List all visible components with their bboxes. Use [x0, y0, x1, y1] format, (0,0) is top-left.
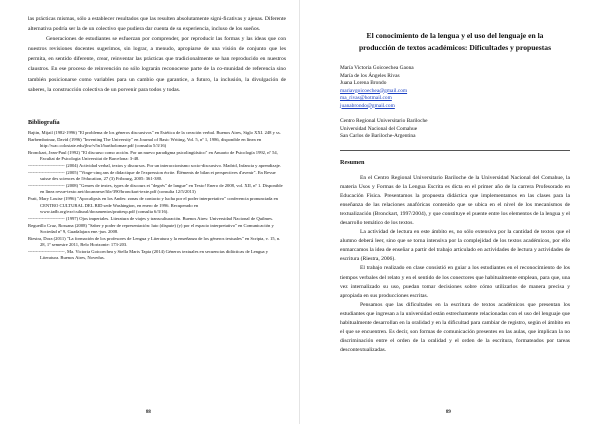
bibliography-entry: Bajtin, Mijail (1982-1996) "El problema de los géneros discursivos" en Estética de la creación verbal. Buenos Aires, Siglo XXI. 248 y ss.	[28, 129, 281, 135]
bibliography-entry: Regueillo Cruz, Rossana (2008) "Saber y poder de representación: luto (dispute) (y) por el espacio interpretativo" en Comunicación y Sociedad nº 9, Guadalajara ene.-jun. 2008.	[28, 222, 274, 234]
left-page-body	[28, 14, 286, 262]
institution-line: Universidad Nacional del Comahue	[340, 125, 418, 132]
bibliography-entry: ------------------------ (2008) "Genres de textes, types de discours et "degrés" de langue" en Texto! Enero de 2008, vol. XII, nº 1. Disponible en línea revue-texto.net/docannexe/file/390/bronckart-texte.pdf (consulta 12/5/2013)	[28, 183, 283, 195]
bibliography-entry: ------------------------, Ma. Victoria Goicoechea y Stella Maris Tapia (2014) Géneros textuales en secuencias didácticas de Lengua y Literatura. Buenos Aires, Novedus.	[28, 249, 269, 261]
abstract-paragraph-1: En el Centro Regional Universitario Bariloche de la Universidad Nacional del Comahue, la materia Usos y Formas de la Lengua Escrita es dicta en el primer año de la carrera Profesorado en Educación Física. Presentamos la propuesta didáctica que implementamos en las clases para la enseñanza de las relaciones anafóricas contenido que se ubica en el nivel de los mecanismos de textualización (Bronckart, 1997/2004), y que constituye el puente entre los elementos de la lengua y el desarrollo temático de los textos.	[340, 174, 570, 226]
left-page-number: 88	[146, 410, 151, 415]
authors-block	[340, 65, 570, 110]
author-email-link[interactable]: mariavgoicoechea@gmail.com	[340, 87, 408, 94]
section-divider	[340, 150, 570, 151]
bibliography-entry: Riestra, Dora (2011) "La formación de los profesores de Lengua y Literatura y la enseñanza de los géneros textuales" en Scripta, v. 15, n. 28, 1º semestre 2011, Belo Horizonte: 173-203.	[28, 235, 281, 248]
abstract-paragraph-4: Pensamos que las dificultades en la escritura de textos académicos que presentan los estudiantes que ingresan a la universidad están estrechamente relacionadas con el uso del lenguaje que habitualmente desarrollan en la oralidad y en la dificultad para cambiar de registro, según el ámbito en el que se encuentren. Es decir, son formas de comunicación presentes en las aulas, que implican la no discriminación entre el orden de la oralidad y el orden de la escritura, formateados por tareas descontextualizadas.	[340, 301, 570, 354]
bibliography-heading: Bibliografía	[28, 118, 60, 126]
abstract-heading: Resumen	[340, 158, 365, 166]
bibliography-entry: ------------------------ (2005) "Vinge-cinq ans de didactique de l'expression écrite. Éléments de bilan et perspectives d'avenir". En Revue suisse des sciences de l'éducation, 27 (3) Fribourg, 2005: 361-380.	[28, 169, 276, 182]
bibliography-entry: Barbemboinaz, David (1996) "Inventing The University" en Journal of Basic Writing, Vol. 5, nº 1, 1986, disponible en línea en http://wac.colostate.edu/jbw/v5n1/bartholomae.pdf (consulta 5/3/16)	[28, 136, 262, 148]
bibliography-entry: ------------------------ (2004) Actividad verbal, textos y discursos. Por un interaccionismo socio-discursivo. Madrid, Infancia y aprendizaje.	[28, 163, 281, 169]
abstract-paragraph-2: La actividad de lectura en este ámbito es, no sólo extensiva por la cantidad de textos que el alumno deberá leer, sino que se torna intensiva por la complejidad de los textos académicos, por ello enmarcamos la idea de enseñar a partir del trabajo articulado en actividades de lectura y actividades de escritura (Riestra, 2006).	[340, 229, 570, 263]
bibliography-entry: Pratt, Mary Louise (1996) "Apocalipsis en los Andes: zonas de contacto y lucha por el poder interpretativo" conferencia pronunciada en CENTRO CULTURAL DEL BID sede Washington, en enero de 1996. Recuperado en www.iadb.org/exr/cultural/documentos/prattesp.pdf (consulta 6/3/16).	[28, 196, 278, 214]
right-page-body	[340, 0, 570, 355]
institution-line: Centro Regional Universitario Bariloche	[340, 118, 428, 124]
author-name: María de los Ángeles Rivas	[340, 72, 400, 79]
left-paragraph-2: Generaciones de estudiantes se esfuerzan por comprender, por reproducir las formas y las ideas que con nuestros revisiones docentes sugerimos, sin lograr, a menudo, apropiarse de una visión de conjunto que les permita, en sentido diferente, crear, reinventar las prácticas que tradicionalmente se han reproducido en nuestros claustros. En ese proceso de reinvención no sólo lograrán reconocerse parte de la co-munidad de referencia sino también posicionarse como variables para un cambio que garantice, a futuro, la inclusión, la divulgación de saberes, la construcción colectiva de un porvenir para todos y todas.	[28, 36, 286, 93]
article-title-line-2: producción de textos académicos: Dificultades y propuestas	[358, 42, 552, 52]
author-email-link[interactable]: juanabrondo@gmail.com	[340, 102, 395, 109]
article-title	[340, 30, 570, 53]
right-page-number: 89	[446, 410, 451, 415]
author-name: María Victoria Goicoechea Gaona	[340, 65, 414, 71]
author-name: Juana Lorena Brondo	[340, 80, 387, 86]
bibliography-entry: Bronckart, Jean-Paul (1992) "El discurso como acción. Por un nuevo paradigma psicolingüístico" en Anuario de Psicología 1992, nº 54, Facultat de Psicologia Universitat de Barcelona: 3-48.	[28, 149, 278, 162]
article-title-line-1: El conocimiento de la lengua y el uso del lenguaje en la	[366, 31, 544, 40]
bibliography-entry: ------------------------ (1997) Ojos imperiales. Literatura de viajes y transculturación. Buenos Aires: Universidad Nacional de Quilmes.	[28, 215, 274, 221]
left-paragraph-1: las prácticas mismas, sólo a establecer resultados que las resulten absolutamente signi-ficativas y ajenas. Diferente alternativa podría ser la de un colectivo que pudiera dar cuenta de su experiencia, incluso de los sueños.	[28, 16, 286, 33]
institution-block	[340, 118, 570, 141]
abstract-paragraph-3: El trabajo realizado en clase consistió en guiar a los estudiantes en el reconocimiento de los tiempos verbales del relato y en el sentido de los conectores que habitualmente emplean, para que, una vez internalizado su uso, puedan tomar decisiones sobre cómo utilizarlos de manera precisa y apropiada en sus producciones escritas.	[340, 265, 570, 299]
bibliography-list	[28, 130, 286, 262]
institution-line: San Carlos de Bariloche-Argentina	[340, 133, 416, 139]
author-email-link[interactable]: ma_rivas@hotmail.com	[340, 95, 392, 101]
